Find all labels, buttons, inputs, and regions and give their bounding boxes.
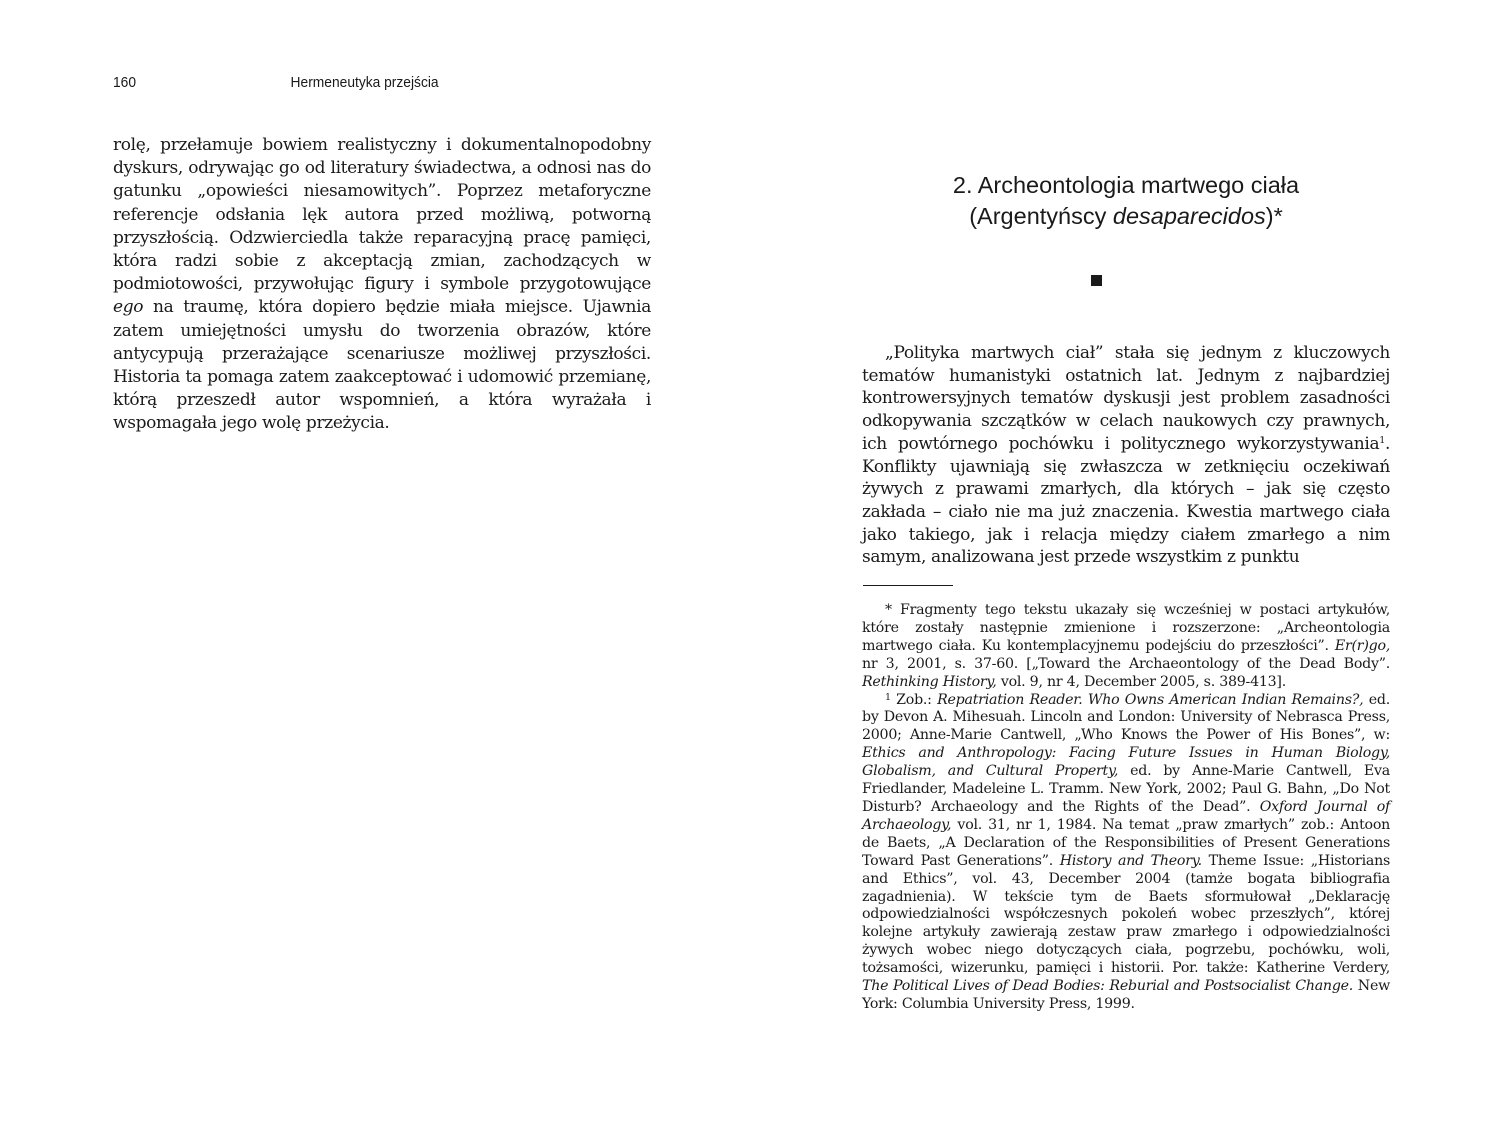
text-run: rolę, przełamuje bowiem realistyczny i dokumentalnopodobny dyskurs, odrywając go od literatury świadectwa, a odnosi nas do gatunku „opowieści niesamowitych”. Poprzez metaforyczne referencje odsłania lęk autora przed możliwą, potworną przyszłością. Odzwierciedla także reparacyjną pracę pamięci, która radzi sobie z akceptacją zmian, zachodzących w podmiotowości, przywołując figury i symbole przygotowujące bbox=[113, 135, 651, 295]
italic-term: Repatriation Reader. Who Owns American Indian Remains?, bbox=[937, 691, 1364, 708]
page-number: 160 bbox=[113, 74, 137, 91]
text-run: New York: Columbia University Press, 1999. bbox=[862, 978, 1390, 1012]
footnote-number: 1 bbox=[885, 691, 891, 703]
text-run: Zob.: bbox=[890, 691, 938, 708]
text-run: nr 3, 2001, s. 37-60. [„Toward the Archaeontology of the Dead Body”. bbox=[862, 655, 1390, 672]
footnotes bbox=[862, 602, 1390, 1014]
italic-term: Rethinking History, bbox=[862, 673, 997, 690]
italic-term: The Political Lives of Dead Bodies: Reburial and Postsocialist Change. bbox=[862, 978, 1354, 995]
chapter-title bbox=[862, 170, 1390, 232]
footnote-star bbox=[862, 602, 1390, 692]
footnote-reference: 1 bbox=[1379, 434, 1385, 446]
text-run: ed. by Devon A. Mihesuah. Lincoln and London: University of Nebrasca Press, 2000; Anne-Marie Cantwell, „Who Knows the Power of His Bones”, w: bbox=[862, 691, 1390, 744]
text-run: ed. by Anne-Marie Cantwell, Eva Friedlander, Madeleine L. Tramm. New York, 2002; Paul G. Bahn, „Do Not Disturb? Archaeology and the Rights of the Dead”. bbox=[862, 763, 1390, 815]
footnote-separator bbox=[863, 585, 953, 586]
text-run: vol. 31, nr 1, 1984. Na temat „praw zmarłych” zob.: Antoon de Baets, „A Declaration of the Responsibilities of Present Generations Toward Past Generations”. bbox=[862, 816, 1390, 869]
body-text-left bbox=[113, 134, 651, 436]
square-ornament-icon bbox=[1091, 275, 1102, 286]
italic-term: Oxford Journal of Archaeology, bbox=[862, 798, 1390, 833]
italic-term: History and Theory. bbox=[1059, 852, 1202, 869]
italic-term: Er(r)go, bbox=[1334, 637, 1390, 654]
italic-term: Ethics and Anthropology: Facing Future Issues in Human Biology, Globalism, and Cultural Property, bbox=[862, 745, 1390, 780]
italic-term: desaparecidos bbox=[1112, 203, 1266, 229]
text-run: „Polityka martwych ciał” stała się jednym z kluczowych tematów humanistyki ostatnich lat. Jednym z najbardziej kontrowersyjnych tematów dyskusji jest problem zasadności odkopywania szczątków w celach naukowych czy prawnych, ich powtórnego pochówku i politycznego wykorzystywania bbox=[862, 343, 1390, 454]
right-page bbox=[750, 0, 1500, 1140]
text-run: vol. 9, nr 4, December 2005, s. 389-413]. bbox=[996, 673, 1286, 690]
chapter-title-line2 bbox=[862, 201, 1390, 232]
chapter-title-line1: 2. Archeontologia martwego ciała bbox=[952, 172, 1300, 198]
body-text-right bbox=[862, 342, 1390, 569]
italic-term: ego bbox=[113, 297, 144, 318]
text-run: (Argentyńscy bbox=[969, 203, 1113, 229]
text-run: )* bbox=[1265, 203, 1283, 229]
text-run: . Konflikty ujawniają się zwłaszcza w zetknięciu oczekiwań żywych z prawami zmarłych, dla których – jak się często zakłada – ciało nie ma już znaczenia. Kwestia martwego ciała jako takiego, jak i relacja między ciałem zmarłego a nim samym, analizowana jest przede wszystkim z punktu bbox=[862, 433, 1390, 568]
text-run: na traumę, która dopiero będzie miała miejsce. Ujawnia zatem umiejętności umysłu do tworzenia obrazów, które antycypują przerażające scenariusze możliwej przyszłości. Historia ta pomaga zatem zaakceptować i udomowić przemianę, którą przeszedł autor wspomnień, a która wyrażała i wspomagała jego wolę przeżycia. bbox=[113, 297, 651, 434]
footnote-1 bbox=[862, 692, 1390, 1014]
text-run: Theme Issue: „Historians and Ethics”, vol. 43, December 2004 (tamże bogata bibliografia zagadnienia). W tekście tym de Baets sformułował „Deklarację odpowiedzialności współczesnych pokoleń wobec przeszłych”, której kolejne artykuły zawierają zestaw praw zmarłego i odpowiedzialności żywych wobec niego dotyczących ciała, pogrzebu, pochówku, woli, tożsamości, wizerunku, pamięci i historii. Por. także: Katherine Verdery, bbox=[862, 852, 1390, 977]
paragraph bbox=[862, 342, 1390, 569]
running-head-title: Hermeneutyka przejścia bbox=[290, 74, 439, 91]
text-run: * Fragmenty tego tekstu ukazały się wcześniej w postaci artykułów, które zostały następnie zmienione i rozszerzone: „Archeontologia martwego ciała. Ku kontemplacyjnemu podejściu do przeszłości”. bbox=[862, 602, 1390, 654]
paragraph bbox=[113, 134, 651, 436]
